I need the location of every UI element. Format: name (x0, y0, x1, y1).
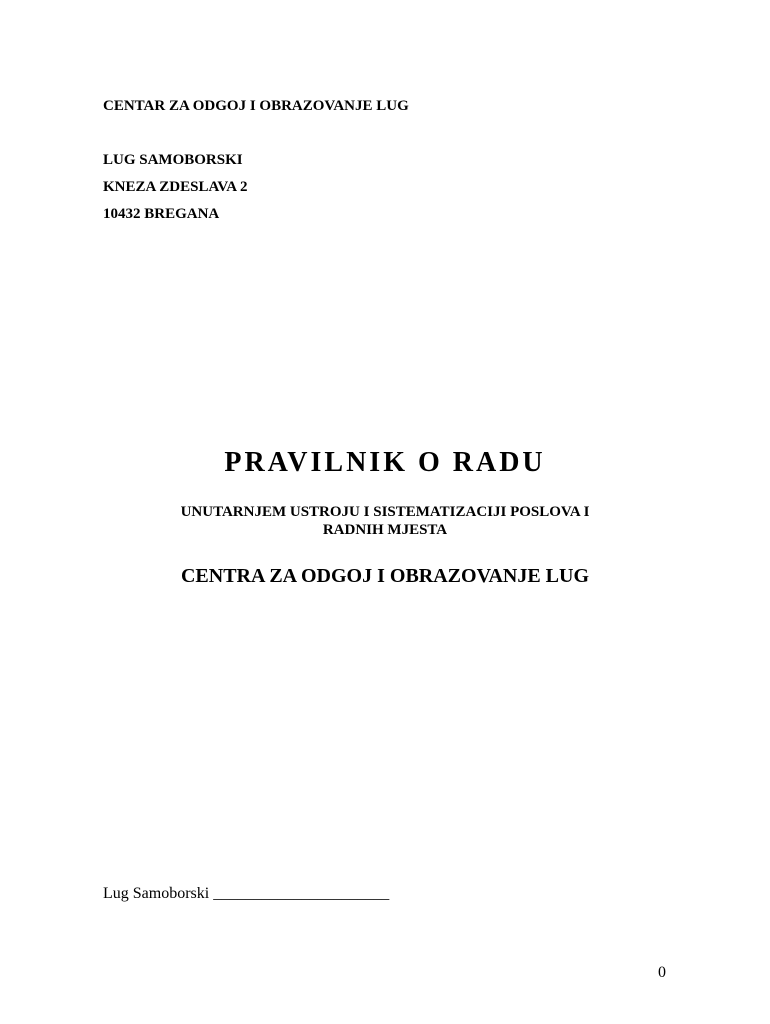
organization-name: CENTAR ZA ODGOJ I OBRAZOVANJE LUG (103, 98, 409, 114)
center-name: CENTRA ZA ODGOJ I OBRAZOVANJE LUG (180, 565, 590, 587)
document-title: PRAVILNIK O RADU (224, 447, 546, 478)
subtitle-line-2: RADNIH MJESTA (322, 522, 448, 538)
document-subtitle (0, 503, 770, 539)
address-line-1: LUG SAMOBORSKI (103, 152, 243, 168)
address-line-2: KNEZA ZDESLAVA 2 (103, 179, 248, 195)
place-signature-line: Lug Samoborski ______________________ (103, 885, 390, 902)
address-line-3: 10432 BREGANA (103, 206, 220, 222)
subtitle-line-1: UNUTARNJEM USTROJU I SISTEMATIZACIJI POSLOVA I (180, 504, 590, 520)
page-number: 0 (658, 964, 666, 981)
